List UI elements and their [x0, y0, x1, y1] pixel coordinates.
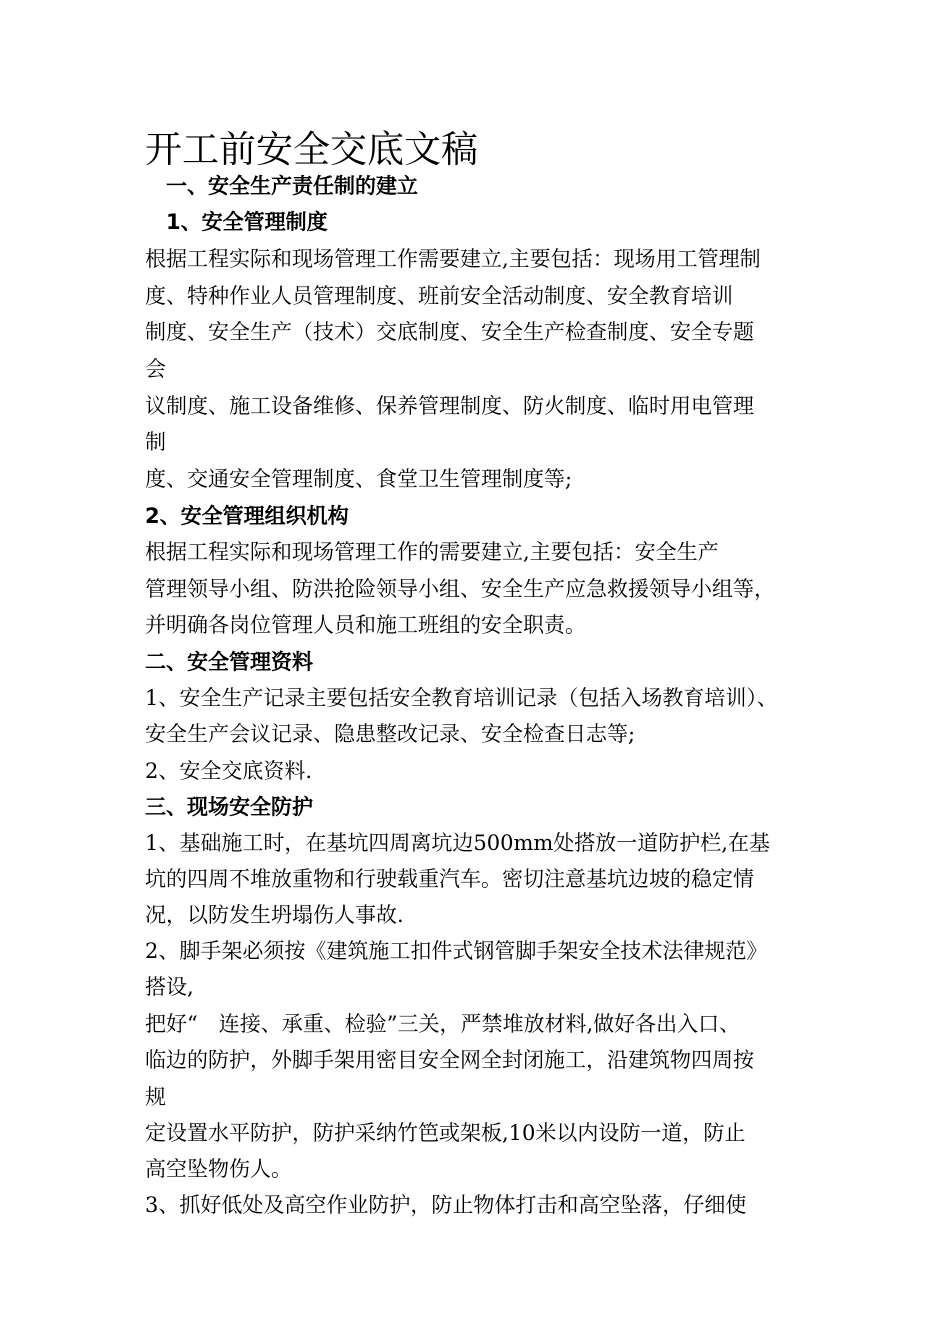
paragraph-line: 2、脚手架必须按《建筑施工扣件式钢管脚手架安全技术法律规范》	[145, 939, 768, 963]
paragraph-line: 坑的四周不堆放重物和行驶载重汽车。密切注意基坑边坡的稳定情	[145, 867, 754, 891]
paragraph-line: 制	[145, 430, 166, 454]
paragraph-line: 1、安全生产记录主要包括安全教育培训记录（包括入场教育培训）、	[145, 686, 778, 710]
paragraph-line: 2、安全交底资料.	[145, 759, 313, 783]
paragraph-line: 1、基础施工时，在基坑四周离坑边500mm处搭放一道防护栏,在基	[145, 831, 770, 855]
paragraph-line: 高空坠物伤人。	[145, 1157, 292, 1181]
section-heading-2: 二、安全管理资料	[145, 650, 313, 674]
paragraph-line: 根据工程实际和现场管理工作的需要建立,主要包括：安全生产	[145, 540, 719, 564]
paragraph-line: 况，以防发生坍塌伤人事故.	[145, 903, 404, 927]
subsection-heading-1-1: 1、安全管理制度	[166, 210, 328, 234]
paragraph-line: 议制度、施工设备维修、保养管理制度、防火制度、临时用电管理	[145, 394, 754, 418]
paragraph-line: 度、交通安全管理制度、食堂卫生管理制度等;	[145, 467, 573, 491]
paragraph-line: 制度、安全生产（技术）交底制度、安全生产检查制度、安全专题	[145, 320, 754, 344]
paragraph-line: 度、特种作业人员管理制度、班前安全活动制度、安全教育培训	[145, 284, 733, 308]
paragraph-line: 根据工程实际和现场管理工作需要建立,主要包括：现场用工管理制	[145, 247, 761, 271]
paragraph-line: 搭设,	[145, 975, 194, 999]
document-title: 开工前安全交底文稿	[145, 128, 478, 171]
paragraph-line: 把好“ 连接、承重、检验”三关，严禁堆放材料,做好各出入口、	[145, 1012, 741, 1036]
subsection-heading-1-2: 2、安全管理组织机构	[145, 504, 349, 528]
section-heading-1: 一、安全生产责任制的建立	[166, 174, 418, 198]
paragraph-line: 临边的防护，外脚手架用密目安全网全封闭施工，沿建筑物四周按	[145, 1048, 754, 1072]
paragraph-line: 3、抓好低处及高空作业防护，防止物体打击和高空坠落，仔细使	[145, 1193, 747, 1217]
paragraph-line: 规	[145, 1085, 166, 1109]
paragraph-line: 会	[145, 357, 166, 381]
paragraph-line: 定设置水平防护，防护采纳竹笆或架板,10米以内设防一道，防止	[145, 1121, 746, 1145]
section-heading-3: 三、现场安全防护	[145, 795, 313, 819]
paragraph-line: 管理领导小组、防洪抢险领导小组、安全生产应急救援领导小组等，	[145, 577, 775, 601]
paragraph-line: 并明确各岗位管理人员和施工班组的安全职责。	[145, 613, 586, 637]
paragraph-line: 安全生产会议记录、隐患整改记录、安全检查日志等;	[145, 722, 636, 746]
